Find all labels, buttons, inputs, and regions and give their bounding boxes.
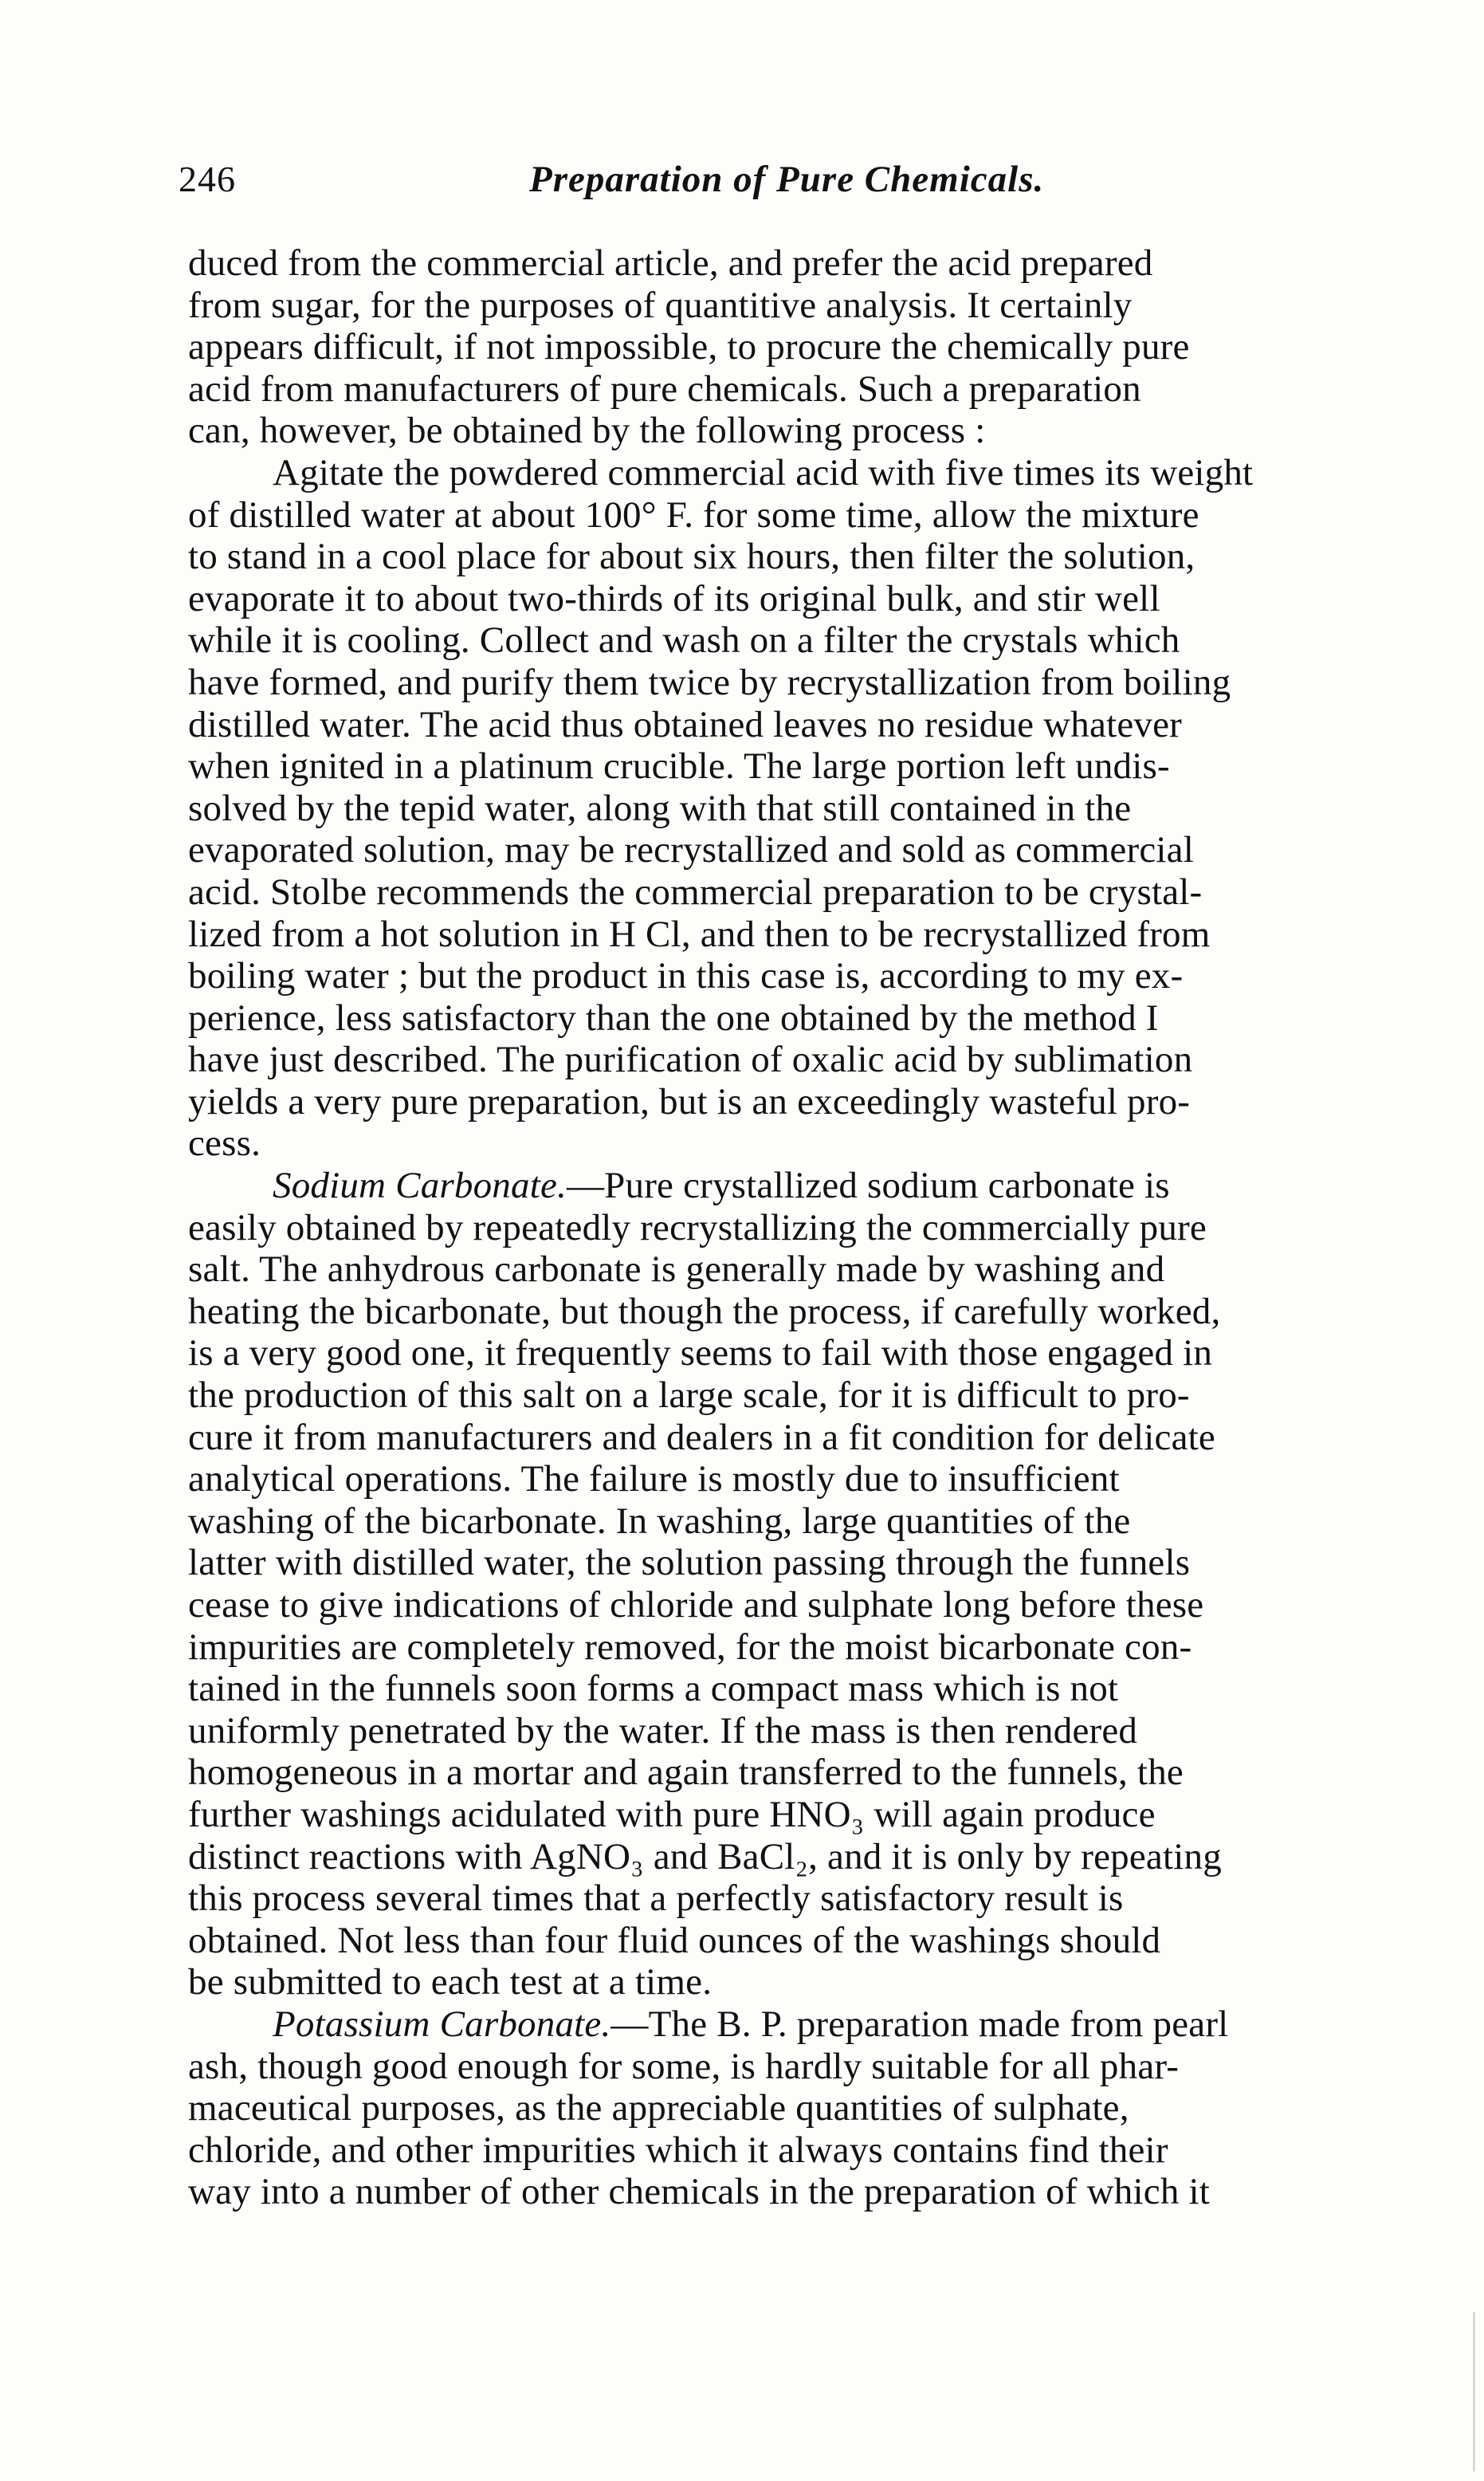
text-line: lized from a hot solution in H Cl, and then to be recrystallized from	[188, 913, 1211, 955]
text-line: washing of the bicarbonate. In washing, large quantities of the	[188, 1500, 1131, 1542]
body-text	[188, 242, 1463, 2213]
text-line: boiling water ; but the product in this case is, according to my ex-	[188, 955, 1184, 997]
text-line: latter with distilled water, the solution passing through the funnels	[188, 1542, 1191, 1584]
text-line: cess.	[188, 1123, 261, 1165]
page-number: 246	[179, 159, 236, 199]
text-line: distinct reactions with AgNO₃ and BaCl₂, and it is only by repeating	[188, 1835, 1222, 1877]
text-line: of distilled water at about 100° F. for some time, allow the mixture	[188, 493, 1199, 536]
text-run: —Pure crystallized sodium carbonate is	[566, 1165, 1170, 1207]
text-line: be submitted to each test at a time.	[188, 1961, 713, 2003]
running-title: Preparation of Pure Chemicals.	[529, 159, 1045, 200]
text-line: the production of this salt on a large scale, for it is difficult to pro-	[188, 1374, 1190, 1417]
text-line: this process several times that a perfectly satisfactory result is	[188, 1877, 1124, 1920]
text-line: have formed, and purify them twice by recrystallization from boiling	[188, 661, 1231, 703]
text-line: yields a very pure preparation, but is an exceedingly wasteful pro-	[188, 1080, 1191, 1123]
text-line: impurities are completely removed, for the moist bicarbonate con-	[188, 1626, 1192, 1668]
text-line: solved by the tepid water, along with that still contained in the	[188, 787, 1132, 829]
text-line: when ignited in a platinum crucible. The large portion left undis-	[188, 745, 1170, 788]
text-line: cure it from manufacturers and dealers in a fit condition for delicate	[188, 1416, 1215, 1458]
text-line: tained in the funnels soon forms a compact mass which is not	[188, 1668, 1119, 1710]
text-line: way into a number of other chemicals in the preparation of which it	[188, 2171, 1210, 2213]
text-line: perience, less satisfactory than the one obtained by the method I	[188, 997, 1159, 1039]
text-line: while it is cooling. Collect and wash on a filter the crystals which	[188, 619, 1180, 662]
text-line: analytical operations. The failure is mostly due to insufficient	[188, 1458, 1120, 1500]
text-line: duced from the commercial article, and prefer the acid prepared	[188, 242, 1153, 284]
text-line: salt. The anhydrous carbonate is generally made by washing and	[188, 1248, 1165, 1291]
text-line: to stand in a cool place for about six hours, then filter the solution,	[188, 536, 1195, 578]
text-line: uniformly penetrated by the water. If the mass is then rendered	[188, 1709, 1138, 1752]
text-run: —The B. P. preparation made from pearl	[610, 2003, 1229, 2045]
text-line: evaporated solution, may be recrystallized and sold as commercial	[188, 829, 1194, 871]
text-line: appears difficult, if not impossible, to procure the chemically pure	[188, 326, 1190, 368]
text-line: evaporate it to about two-thirds of its original bulk, and stir well	[188, 577, 1160, 619]
paragraph-start-line	[188, 1165, 1463, 1207]
text-line: have just described. The purification of oxalic acid by sublimation	[188, 1039, 1193, 1081]
text-line: from sugar, for the purposes of quantitive analysis. It certainly	[188, 284, 1133, 326]
text-line: can, however, be obtained by the following process :	[188, 410, 986, 452]
text-line: obtained. Not less than four fluid ounces of the washings should	[188, 1919, 1161, 1961]
text-line: maceutical purposes, as the appreciable quantities of sulphate,	[188, 2087, 1129, 2129]
section-heading-sodium-carbonate: Sodium Carbonate.	[273, 1165, 567, 1207]
text-line: further washings acidulated with pure HNO₃ will again produce	[188, 1793, 1156, 1835]
text-line: ash, though good enough for some, is hardly suitable for all phar-	[188, 2045, 1180, 2087]
text-line: distilled water. The acid thus obtained leaves no residue whatever	[188, 703, 1182, 745]
text-line: cease to give indications of chloride and sulphate long before these	[188, 1584, 1204, 1626]
text-line: chloride, and other impurities which it always contains find their	[188, 2129, 1168, 2171]
paragraph-start-line: Agitate the powdered commercial acid with five times its weight	[273, 451, 1254, 493]
text-line: acid from manufacturers of pure chemicals. Such a preparation	[188, 368, 1141, 410]
page-header	[179, 158, 1159, 214]
text-line: is a very good one, it frequently seems to fail with those engaged in	[188, 1332, 1213, 1374]
text-line: easily obtained by repeatedly recrystallizing the commercially pure	[188, 1206, 1207, 1248]
text-line: acid. Stolbe recommends the commercial preparation to be crystal-	[188, 871, 1203, 913]
text-line: homogeneous in a mortar and again transferred to the funnels, the	[188, 1752, 1184, 1794]
section-heading-potassium-carbonate: Potassium Carbonate.	[273, 2003, 611, 2045]
page-edge-shadow	[1473, 2312, 1475, 2471]
paragraph-start-line	[188, 2003, 1463, 2046]
text-line: heating the bicarbonate, but though the process, if carefully worked,	[188, 1290, 1221, 1332]
